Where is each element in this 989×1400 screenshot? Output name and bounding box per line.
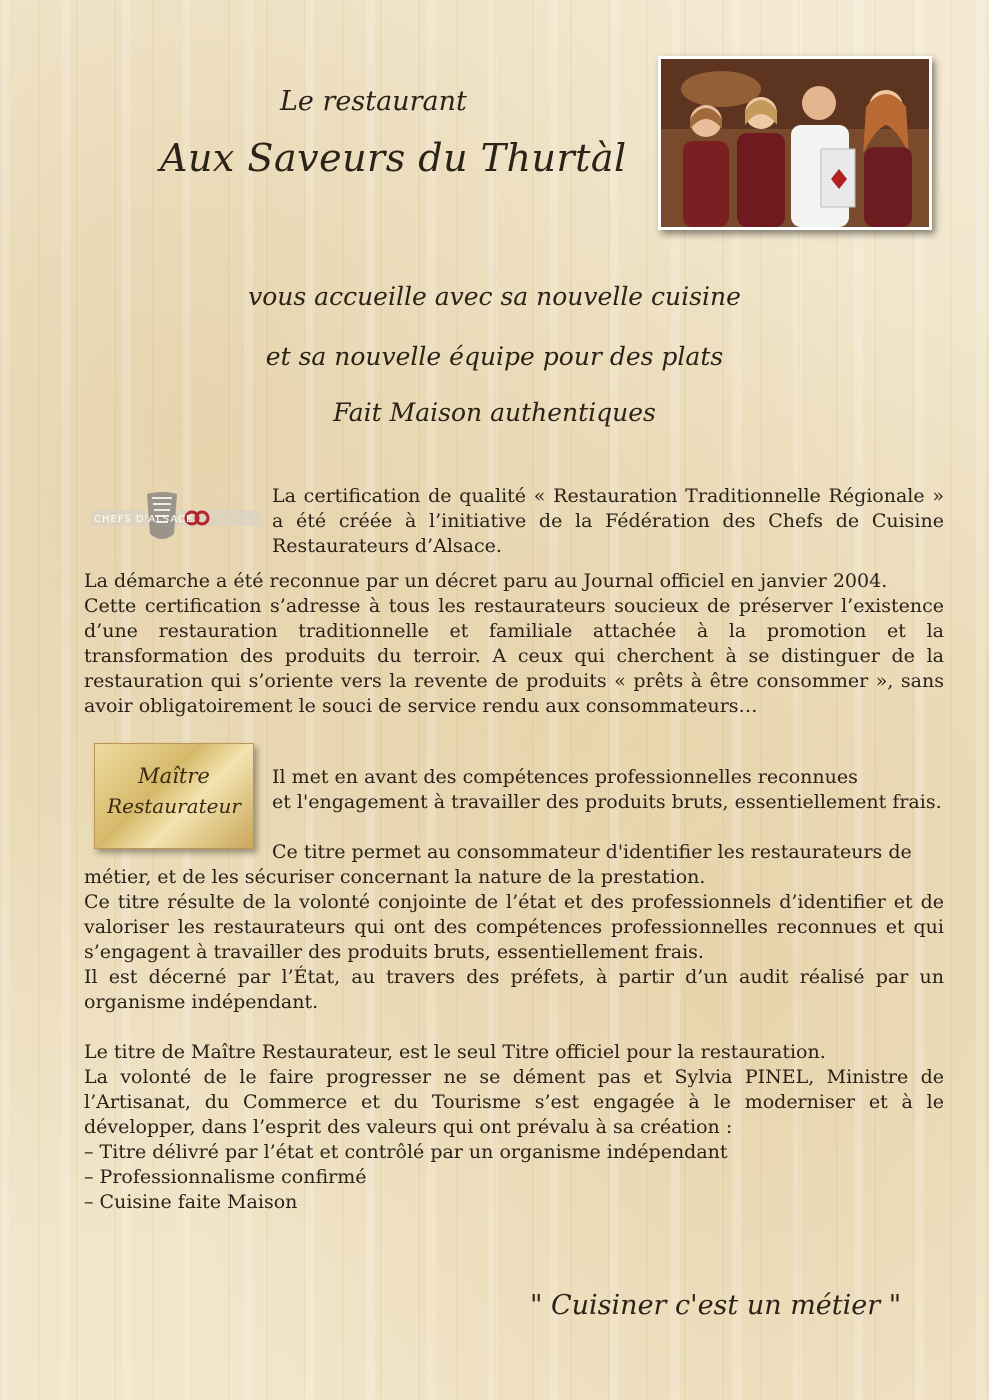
titre-paragraph-1: Le titre de Maître Restaurateur, est le seul Titre officiel pour la restauration. (84, 1041, 826, 1063)
title-line-1: Le restaurant (280, 86, 467, 117)
motto: " Cuisiner c'est un métier " (530, 1290, 902, 1321)
team-photo (658, 56, 932, 230)
welcome-line-3: Fait Maison authentiques (333, 398, 656, 427)
maitre-body-line-2: métier, et de les sécuriser concernant la nature de la prestation. (84, 866, 706, 888)
welcome-line-2: et sa nouvelle équipe pour des plats (265, 342, 724, 371)
restaurant-name: Aux Saveurs du Thurtàl (160, 136, 627, 180)
maitre-body (84, 865, 944, 1015)
certification-intro: La certification de qualité « Restauration Traditionnelle Régionale » a été créée à l’initiative de la Fédération des Chefs de Cuisine Restaurateurs d’Alsace. (272, 485, 944, 557)
chefs-alsace-wordmark: CHEFS D'ALSACE (94, 514, 194, 525)
plaque-line-1: Maître (138, 764, 210, 788)
chefs-alsace-logo (92, 490, 262, 546)
certification-paragraph-2: Cette certification s’adresse à tous les restaurateurs soucieux de préserver l’existence d’une restauration traditionnelle et familiale attachée à la promotion et la transformation des produits du terroir. A ceux qui cherchent à se distinguer de la restauration qui s’oriente vers la revente de produits « prêts à être consommer », sans avoir obligatoirement le souci de service rendu aux consommateurs… (84, 595, 944, 717)
certification-body (84, 569, 944, 719)
maitre-intro (272, 765, 944, 815)
team-photo-illustration (661, 59, 929, 227)
maitre-body-paragraph-3: Ce titre résulte de la volonté conjointe de l’état et des professionnels d’identifier et de valoriser les restaurateurs qui ont des compétences professionnelles reconnues et qui s’engagent à travailler des produits bruts, essentiellement frais. (84, 891, 944, 963)
maitre-intro-line-1: Il met en avant des compétences professionnelles reconnues (272, 766, 858, 788)
maitre-restaurateur-plaque (94, 743, 254, 849)
titre-list-item: – Cuisine faite Maison (84, 1191, 298, 1213)
welcome-line-1: vous accueille avec sa nouvelle cuisine (248, 282, 741, 311)
titre-paragraph-2: La volonté de le faire progresser ne se dément pas et Sylvia PINEL, Ministre de l’Artisanat, du Commerce et du Tourisme s’est engagée à le moderniser et à le développer, dans l’esprit des valeurs qui ont prévalu à sa création : (84, 1066, 944, 1138)
titre-list-item: – Professionnalisme confirmé (84, 1166, 367, 1188)
chefs-alsace-emblem (92, 490, 262, 546)
maitre-body-first-line: Ce titre permet au consommateur d'identifier les restaurateurs de (272, 841, 912, 863)
maitre-body-paragraph-4: Il est décerné par l’État, au travers des préfets, à partir d’un audit réalisé par un organisme indépendant. (84, 966, 944, 1013)
certification-paragraph-1: La démarche a été reconnue par un décret paru au Journal officiel en janvier 2004. (84, 570, 888, 592)
maitre-intro-line-2: et l'engagement à travailler des produits bruts, essentiellement frais. (272, 791, 942, 813)
titre-list-item: – Titre délivré par l’état et contrôlé par un organisme indépendant (84, 1141, 728, 1163)
titre-section (84, 1040, 944, 1215)
plaque-line-2: Restaurateur (107, 794, 241, 818)
